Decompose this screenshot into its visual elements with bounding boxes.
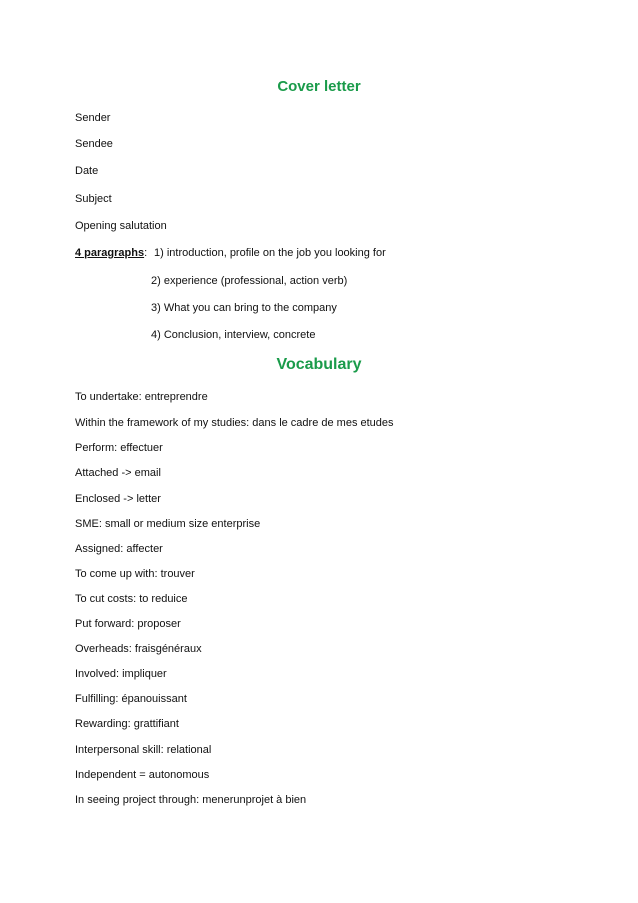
structure-item-subject: Subject — [75, 193, 112, 205]
structure-item-salutation: Opening salutation — [75, 220, 167, 232]
structure-item-sendee: Sendee — [75, 138, 113, 150]
vocab-item: Interpersonal skill: relational — [75, 744, 212, 756]
vocab-item: To undertake: entreprendre — [75, 391, 208, 403]
vocab-item: Overheads: fraisgénéraux — [75, 643, 202, 655]
paragraphs-colon: : — [144, 247, 148, 259]
paragraphs-label: 4 paragraphs — [75, 247, 145, 259]
vocab-item: Attached -> email — [75, 467, 161, 479]
vocab-item: To come up with: trouver — [75, 568, 195, 580]
vocab-item: Rewarding: grattifiant — [75, 718, 179, 730]
vocabulary-title: Vocabulary — [276, 356, 362, 373]
structure-item-sender: Sender — [75, 112, 111, 124]
vocab-item: Fulfilling: épanouissant — [75, 693, 187, 705]
structure-item-date: Date — [75, 165, 99, 177]
paragraphs-line — [75, 246, 147, 260]
vocab-item: Involved: impliquer — [75, 668, 167, 680]
vocab-item: To cut costs: to reduice — [75, 593, 188, 605]
vocab-item: SME: small or medium size enterprise — [75, 518, 261, 530]
paragraph-item-2: 2) experience (professional, action verb) — [151, 275, 348, 287]
vocab-item: Independent = autonomous — [75, 769, 210, 781]
paragraph-item-4: 4) Conclusion, interview, concrete — [151, 329, 316, 341]
paragraph-item-1: 1) introduction, profile on the job you looking for — [154, 247, 386, 259]
cover-letter-title: Cover letter — [277, 78, 361, 95]
vocab-item: Assigned: affecter — [75, 543, 163, 555]
vocab-item: Enclosed -> letter — [75, 493, 161, 505]
vocab-item: Put forward: proposer — [75, 618, 181, 630]
paragraph-item-3: 3) What you can bring to the company — [151, 302, 337, 314]
vocab-item: Perform: effectuer — [75, 442, 163, 454]
vocab-item: In seeing project through: menerunprojet à bien — [75, 794, 307, 806]
vocab-item: Within the framework of my studies: dans le cadre de mes etudes — [75, 417, 394, 429]
